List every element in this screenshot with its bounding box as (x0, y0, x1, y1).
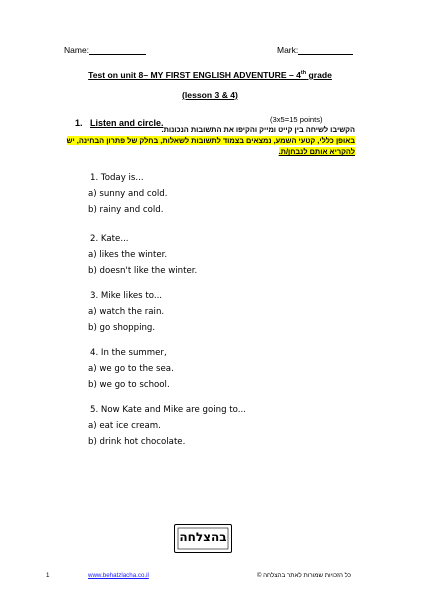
question-4 (88, 348, 174, 396)
hebrew-note-line2 (279, 147, 355, 156)
hebrew-note-line1 (67, 136, 355, 145)
option-b[interactable]: b) go shopping. (88, 323, 156, 333)
question-3 (88, 291, 164, 339)
website-link[interactable]: www.behatzlacha.co.il (88, 572, 149, 579)
option-b[interactable]: b) we go to school. (88, 380, 170, 390)
question-1 (88, 173, 167, 221)
page-number: 1 (46, 572, 50, 579)
behatzlacha-logo (174, 524, 232, 553)
mark-label: Mark: (277, 45, 299, 55)
question-stem: 5. Now Kate and Mike are going to... (90, 405, 246, 415)
question-stem: 1. Today is... (90, 173, 144, 183)
copyright-notice: כל הזכויות שמורות לאתר בהצלחה © (256, 572, 351, 579)
option-a[interactable]: a) eat ice cream. (88, 421, 161, 431)
option-a[interactable]: a) watch the rain. (88, 307, 165, 317)
option-a[interactable]: a) likes the winter. (88, 250, 168, 260)
title-grade: grade (306, 70, 332, 80)
note-line2-text: להקריא אותם לנבחן/ת. (278, 147, 355, 156)
question-stem: 2. Kate... (90, 234, 129, 244)
name-field (64, 45, 146, 55)
question-stem: 4. In the summer, (90, 348, 167, 358)
option-b[interactable]: b) rainy and cold. (88, 205, 164, 215)
title-main: Test on unit 8– MY FIRST ENGLISH ADVENTURE – 4 (88, 70, 301, 80)
question-5 (88, 405, 246, 453)
option-a[interactable]: a) sunny and cold. (88, 189, 168, 199)
mark-blank-line[interactable] (298, 45, 353, 55)
question-stem: 3. Mike likes to... (90, 291, 163, 301)
section-heading (75, 113, 164, 131)
section-title: Listen and circle. (89, 118, 164, 128)
question-2 (88, 234, 197, 282)
title-sup: th (300, 70, 307, 77)
option-b[interactable]: b) doesn't like the winter. (88, 266, 198, 276)
lesson-text: (lesson 3 & 4) (182, 90, 238, 100)
logo-text: בהצלחה (179, 530, 227, 544)
section-number: 1. (75, 118, 83, 128)
option-a[interactable]: a) we go to the sea. (88, 364, 174, 374)
note-line1-text: באופן כללי, קטעי השמע, נמצאים בצמוד לתשובות לשאלות, בחלק של פתרון הבחינה, יש (66, 136, 355, 145)
test-title (64, 70, 356, 80)
hebrew-instruction: הקשיבו לשיחה בין קייט ומייק והקיפו את התשובות הנכונות. (161, 125, 355, 134)
lesson-subtitle (64, 90, 356, 100)
name-label: Name: (64, 45, 90, 55)
mark-field (277, 45, 353, 55)
name-blank-line[interactable] (89, 45, 146, 55)
section-points: (3x5=15 points) (270, 115, 323, 124)
option-b[interactable]: b) drink hot chocolate. (88, 437, 186, 447)
